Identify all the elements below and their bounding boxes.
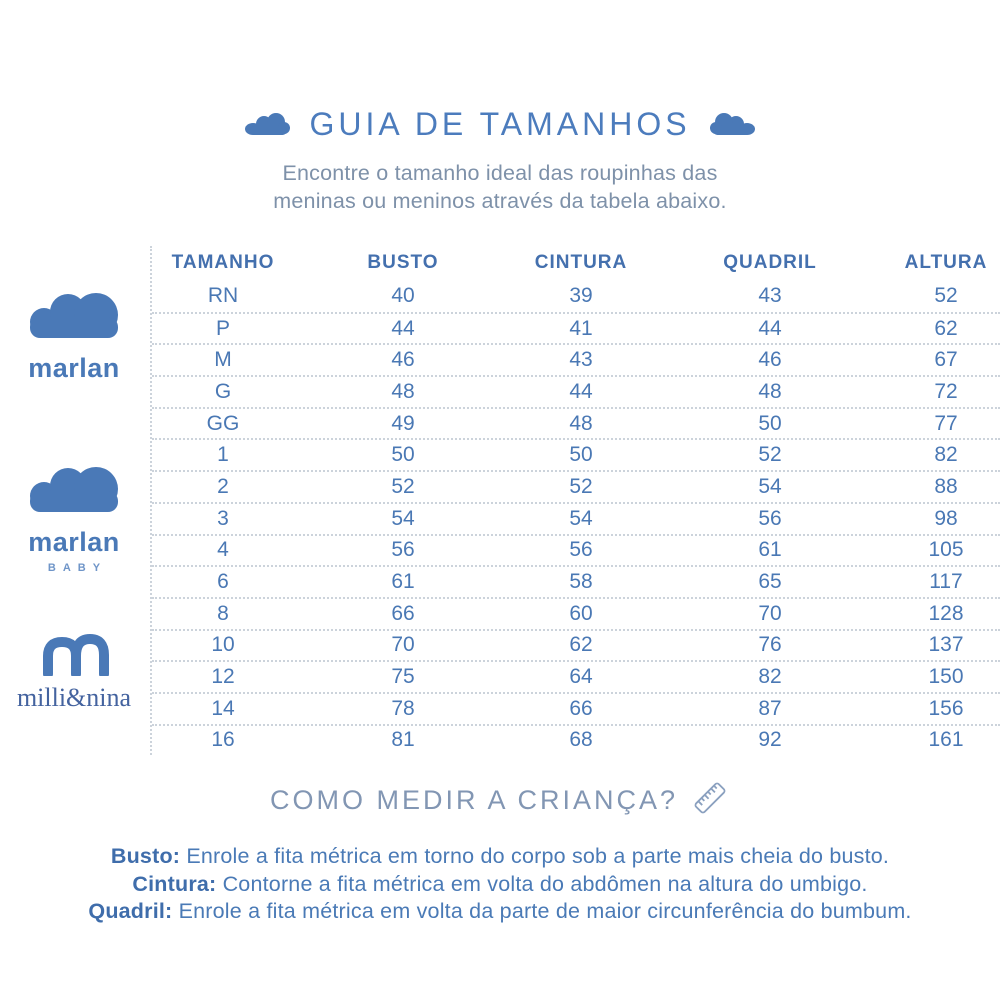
measure-cell: 48 xyxy=(569,411,593,435)
measure-cell: 98 xyxy=(934,506,958,530)
measure-cell: 48 xyxy=(391,379,415,403)
size-cell: M xyxy=(214,348,232,372)
logo-milli-nina xyxy=(8,634,140,713)
column-header: CINTURA xyxy=(534,252,628,273)
milli-nina-monogram-icon xyxy=(37,663,111,680)
measure-cell: 39 xyxy=(569,283,593,307)
measure-cell: 92 xyxy=(758,728,782,752)
table-row xyxy=(152,438,1000,470)
measure-cell: 128 xyxy=(928,601,964,625)
measure-cell: 54 xyxy=(758,474,782,498)
table-row xyxy=(152,375,1000,407)
marlan-cloud-icon xyxy=(26,331,122,348)
size-cell: 6 xyxy=(217,570,229,594)
cloud-icon-right xyxy=(709,113,755,137)
measure-instruction-label: Busto: xyxy=(110,844,181,868)
size-cell: 16 xyxy=(211,728,235,752)
page-title: GUIA DE TAMANHOS xyxy=(309,106,691,142)
measure-instruction: Busto: Enrole a fita métrica em torno do corpo sob a parte mais cheia do busto. xyxy=(110,844,890,868)
measure-cell: 82 xyxy=(934,443,958,467)
how-to-heading-row xyxy=(0,778,1000,823)
table-row xyxy=(152,312,1000,344)
measure-cell: 50 xyxy=(569,443,593,467)
table-header-row xyxy=(152,246,1000,280)
measure-cell: 43 xyxy=(569,348,593,372)
table-row xyxy=(152,470,1000,502)
measure-cell: 67 xyxy=(934,348,958,372)
title-row xyxy=(0,106,1000,143)
marlan-baby-cloud-icon xyxy=(26,505,122,522)
measure-cell: 77 xyxy=(934,411,958,435)
table-row xyxy=(152,660,1000,692)
size-table-body xyxy=(152,280,1000,755)
logo-marlan xyxy=(20,286,128,384)
measure-cell: 49 xyxy=(391,411,415,435)
table-row xyxy=(152,597,1000,629)
size-cell: P xyxy=(215,316,230,340)
size-cell: RN xyxy=(207,283,239,307)
measure-cell: 40 xyxy=(391,283,415,307)
header xyxy=(0,106,1000,215)
table-row xyxy=(152,280,1000,312)
ruler-icon xyxy=(690,778,730,823)
how-to-measure xyxy=(0,778,1000,926)
table-row xyxy=(152,692,1000,724)
measure-cell: 64 xyxy=(569,665,593,689)
measure-cell: 60 xyxy=(569,601,593,625)
measure-cell: 58 xyxy=(569,570,593,594)
size-cell: 1 xyxy=(217,443,229,467)
table-row xyxy=(152,724,1000,756)
measure-cell: 52 xyxy=(391,474,415,498)
measure-instruction: Quadril: Enrole a fita métrica em volta da parte de maior circunferência do bumbum. xyxy=(88,899,912,923)
milli-nina-wordmark: milli&nina xyxy=(16,683,132,712)
logo-marlan-baby xyxy=(20,460,128,574)
measure-cell: 56 xyxy=(391,538,415,562)
measure-cell: 44 xyxy=(758,316,782,340)
measure-cell: 156 xyxy=(928,696,964,720)
measure-cell: 52 xyxy=(569,474,593,498)
how-to-heading: COMO MEDIR A CRIANÇA? xyxy=(269,785,679,815)
measure-cell: 150 xyxy=(928,665,964,689)
measure-cell: 54 xyxy=(391,506,415,530)
measure-cell: 61 xyxy=(391,570,415,594)
size-cell: 12 xyxy=(211,665,235,689)
measure-cell: 44 xyxy=(569,379,593,403)
column-header: ALTURA xyxy=(904,252,988,273)
table-row xyxy=(152,502,1000,534)
subtitle-line-1: Encontre o tamanho ideal das roupinhas das xyxy=(282,161,718,185)
column-header: BUSTO xyxy=(367,252,439,273)
measure-cell: 46 xyxy=(391,348,415,372)
measure-cell: 44 xyxy=(391,316,415,340)
size-cell: GG xyxy=(206,411,240,435)
measure-cell: 65 xyxy=(758,570,782,594)
measure-cell: 66 xyxy=(391,601,415,625)
measure-cell: 46 xyxy=(758,348,782,372)
measure-cell: 48 xyxy=(758,379,782,403)
measure-cell: 70 xyxy=(391,633,415,657)
marlan-baby-wordmark: marlan xyxy=(28,527,120,557)
how-to-instructions xyxy=(0,843,1000,926)
measure-cell: 66 xyxy=(569,696,593,720)
measure-instruction: Cintura: Contorne a fita métrica em volta do abdômen na altura do umbigo. xyxy=(132,871,868,896)
size-cell: G xyxy=(214,379,232,403)
size-cell: 2 xyxy=(217,474,229,498)
table-row xyxy=(152,534,1000,566)
size-cell: 3 xyxy=(217,506,229,530)
measure-cell: 105 xyxy=(928,538,964,562)
page-subtitle xyxy=(0,159,1000,215)
measure-cell: 41 xyxy=(569,316,593,340)
table-row xyxy=(152,629,1000,661)
measure-cell: 75 xyxy=(391,665,415,689)
measure-cell: 50 xyxy=(391,443,415,467)
subtitle-line-2: meninas ou meninos através da tabela abaixo. xyxy=(273,189,727,213)
measure-cell: 70 xyxy=(758,601,782,625)
marlan-baby-sublabel: BABY xyxy=(47,562,108,574)
measure-cell: 72 xyxy=(934,379,958,403)
measure-cell: 68 xyxy=(569,728,593,752)
measure-cell: 137 xyxy=(928,633,964,657)
measure-cell: 43 xyxy=(758,283,782,307)
measure-cell: 50 xyxy=(758,411,782,435)
measure-cell: 88 xyxy=(934,474,958,498)
size-cell: 4 xyxy=(217,538,229,562)
table-row xyxy=(152,565,1000,597)
table-row xyxy=(152,343,1000,375)
measure-cell: 117 xyxy=(929,570,963,594)
measure-cell: 82 xyxy=(758,665,782,689)
measure-cell: 56 xyxy=(569,538,593,562)
measure-cell: 52 xyxy=(758,443,782,467)
measure-cell: 62 xyxy=(934,316,958,340)
column-header: QUADRIL xyxy=(723,252,817,273)
cloud-icon-left xyxy=(245,113,291,137)
measure-cell: 81 xyxy=(391,728,415,752)
table-row xyxy=(152,407,1000,439)
measure-instruction-label: Cintura: xyxy=(132,871,217,896)
measure-cell: 78 xyxy=(391,696,415,720)
measure-cell: 54 xyxy=(569,506,593,530)
measure-cell: 61 xyxy=(758,538,782,562)
measure-cell: 52 xyxy=(934,283,958,307)
size-cell: 10 xyxy=(211,633,235,657)
marlan-wordmark: marlan xyxy=(28,353,120,383)
measure-cell: 161 xyxy=(928,728,964,752)
size-cell: 8 xyxy=(217,601,229,625)
size-table xyxy=(150,246,1000,755)
column-header: TAMANHO xyxy=(171,252,275,273)
measure-cell: 56 xyxy=(758,506,782,530)
measure-instruction-label: Quadril: xyxy=(88,899,173,923)
measure-cell: 76 xyxy=(758,633,782,657)
size-cell: 14 xyxy=(211,696,235,720)
measure-cell: 87 xyxy=(758,696,782,720)
measure-cell: 62 xyxy=(569,633,593,657)
